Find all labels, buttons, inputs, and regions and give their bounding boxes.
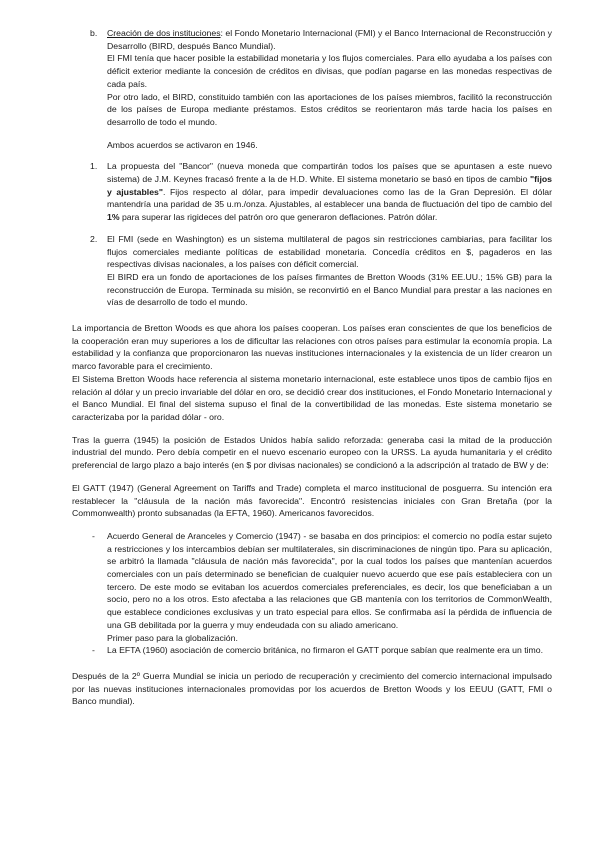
bullet-item-gatt: [72, 530, 552, 644]
list-marker: 2.: [90, 233, 98, 244]
fmi-system-paragraph: El FMI (sede en Washington) es un sistema multilateral de pagos sin restricciones cambiarias, para facilitar los flujos comerciales mediante políticas de estabilidad monetaria. Concedía créditos en $, pagaderos en las respectivas divisas nacionales, a los países con déficit comercial.: [107, 233, 552, 270]
fmi-paragraph: El FMI tenía que hacer posible la estabilidad monetaria y los flujos comerciales. Para ello ayudaba a los países con déficit exterior mediante la concesión de créditos en divisas, que podían pagarse en las monedas respectivas de cada país.: [107, 53, 552, 89]
section-b-title: Creación de dos instituciones: [107, 28, 221, 38]
text-run: La propuesta del "Bancor" (nueva moneda que compartirán todos los países que se apuntasen a este nuevo sistema) de J.M. Keynes fracasó frente a la de H.D. White. El sistema monetario se basó en tipos de cambio: [107, 161, 552, 185]
list-marker: b.: [90, 28, 98, 38]
agreement-paragraph: Acuerdo General de Aranceles y Comercio (1947) - se basaba en dos principios: el comercio no podía estar sujeto a restricciones y los intercambios debían ser multilaterales, sin discriminaciones de ningún tipo. Para su aplicación, se arbitró la llamada "cláusula de nación más favorecida", por la cual todos los países que mantenían acuerdos comerciales con un país determinado se benefician de cualquier nuevo acuerdo que ese país estableciera con un tercero. De este modo se evitaban los acuerdos comerciales preferenciales, es decir, los que beneficiaban a un socio, pero no a los otros. Esto afectaba a las relaciones que GB mantenía con los territorios de CommonWealth, que establece condiciones exclusivas y un trato especial para ellos. Se confirmaba así la pérdida de influencia de una GB debilitada por la guerra y muy endeudada con su aliado americano.: [107, 530, 552, 630]
gatt-paragraph: El GATT (1947) (General Agreement on Tariffs and Trade) completa el marco institucional de posguerra. Su intención era restablecer la "cláusula de la nación más favorecida". Encontró resistencias iniciales con Gran Bretaña (por la Commonwealth) pronto subsanadas (la EFTA, 1960). Americanos favorecidos.: [72, 482, 552, 519]
bird-paragraph: Por otro lado, el BIRD, constituido también con las aportaciones de los países miembros, facilitó la reconstrucción de los países de Europa mediante préstamos. Estos créditos se reorientaron más tarde hacia los países en desarrollo de todo el mundo.: [107, 91, 552, 127]
list-marker: 1.: [90, 161, 98, 172]
activation-paragraph: Ambos acuerdos se activaron en 1946.: [107, 139, 258, 150]
list-marker: -: [92, 530, 95, 541]
postwar-paragraph: Tras la guerra (1945) la posición de Estados Unidos había salido reforzada: generaba casi la mitad de la producción industrial del mundo. Pero debía competir en el nuevo escenario europeo con la URSS. La ayuda humanitaria y el crédito preferencial de largo plazo a bajo interés (en $ por divisas nacionales) se condicionó a la adscripción al tratado de BW y de:: [72, 434, 552, 471]
list-marker: -: [92, 645, 95, 656]
bancor-paragraph: [107, 160, 552, 224]
bird-fund-paragraph: El BIRD era un fondo de aportaciones de los países firmantes de Bretton Woods (31% EE.UU.; 15% GB) para la reconstrucción de Europa. Terminada su misión, se reconvirtió en el Banco Mundial para prestar a las naciones en vías de desarrollo de todo el mundo.: [107, 271, 552, 308]
text-run: para superar las rigideces del patrón oro que generaron deflaciones. Patrón dólar.: [119, 212, 438, 223]
text-run: . Fijos respecto al dólar, para impedir devaluaciones como las de la Gran Depresión. El dólar mantendría una paridad de 35 u.m./onza. Ajustables, al establecer una banda de fluctuación del tipo de cambio del: [107, 186, 552, 210]
numbered-item-1: [72, 160, 552, 224]
globalization-paragraph: Primer paso para la globalización.: [107, 632, 238, 643]
section-b: [72, 27, 552, 151]
closing-paragraph: Después de la 2º Guerra Mundial se inicia un periodo de recuperación y crecimiento del comercio internacional impulsado por las nuevas instituciones internacionales promovidas por los acuerdos de Bretton Woods y los EEUU (GATT, FMI o Banco mundial).: [72, 670, 552, 707]
numbered-item-2: [72, 233, 552, 309]
bullet-item-efta: [72, 644, 552, 657]
section-b-heading: [107, 27, 552, 52]
system-paragraph: El Sistema Bretton Woods hace referencia al sistema monetario internacional, este establece unos tipos de cambio fijos en relación al dólar y un precio invariable del dólar en oro, se decidió crear dos instituciones, el Fondo Monetario Internacional y el Banco Mundial. El final del sistema supuso el final de la convertibilidad de las monedas. Este sistema monetario se caracterizaba por la paridad dólar - oro.: [72, 373, 553, 422]
importance-paragraph: La importancia de Bretton Woods es que ahora los países cooperan. Los países eran conscientes de que los beneficios de la cooperación eran muy superiores a los de dificultar las relaciones con otros países para estimular la economía propia. La estabilidad y la confianza que proporcionaron las nuevas instituciones internacionales y la existencia de un líder crearon un marco favorable para el crecimiento.: [72, 323, 552, 372]
section-b-title-rest: : el Fondo Monetario Internacional (FMI) y el Banco Internacional de Reconstrucción y Desarrollo (BIRD, después Banco Mundial).: [107, 28, 552, 51]
efta-paragraph: La EFTA (1960) asociación de comercio británica, no firmaron el GATT porque sabían que realmente era un timo.: [107, 645, 544, 656]
bold-text: "fijos y ajustables": [107, 174, 552, 197]
bold-text: 1%: [107, 212, 120, 223]
